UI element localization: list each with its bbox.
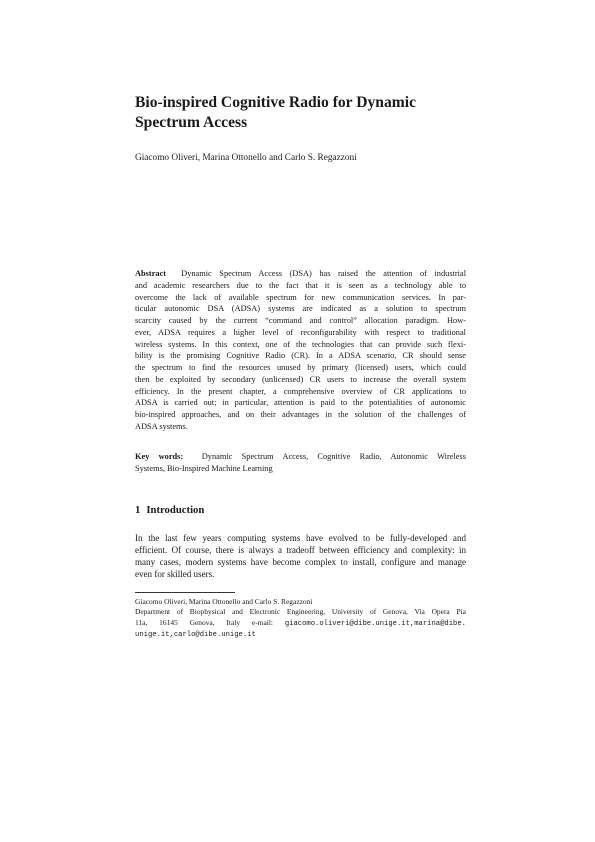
abstract-line: ticular autonomic DSA (ADSA) systems are indicated as a solution to spectrum <box>135 304 466 314</box>
paper-title <box>135 93 495 132</box>
body-line: efficient. Of course, there is always a tradeoff between efficiency and complexity: in <box>135 545 466 555</box>
author-list: Giacomo Oliveri, Marina Ottonello and Carlo S. Regazzoni <box>135 153 357 163</box>
footnote-divider <box>135 592 235 593</box>
email-link[interactable]: unige.it, <box>135 630 174 639</box>
abstract-line: ever, ADSA requires a higher level of reconfigurability with respect to traditional <box>135 327 466 337</box>
abstract-line: bility is the promising Cognitive Radio (CR). In a ADSA scenario, CR should sense <box>135 351 466 361</box>
keywords-label: Key words: <box>135 452 184 461</box>
abstract-line: efficiency. In the present chapter, a comprehensive overview of CR applications to <box>135 386 466 396</box>
body-line: even for skilled users. <box>135 569 215 579</box>
keywords-block <box>135 451 466 475</box>
abstract-line: and academic researchers due to the fact that it is seen as a technology able to <box>135 280 466 290</box>
abstract-line: the spectrum to find the resources unused by primary (licensed) users, which could <box>135 363 466 372</box>
paper-title-line-2: Spectrum Access <box>135 113 248 131</box>
abstract-text: Dynamic Spectrum Access (DSA) has raised the attention of industrial <box>181 269 467 278</box>
author-affiliation-footnote <box>135 597 466 640</box>
email-link[interactable]: giacomo.oliveri@dibe.unige.it, <box>284 619 415 628</box>
introduction-paragraph <box>135 532 466 580</box>
abstract-line: scarcity caused by the current “command and control” allocation paradigm. How- <box>135 316 466 325</box>
keywords-text: Dynamic Spectrum Access, Cognitive Radio, Autonomic Wireless <box>201 452 466 461</box>
footnote-affiliation: Department of Biophysical and Electronic Engineering, University of Genova, Via Opera Pia <box>135 607 466 617</box>
abstract-line <box>135 268 466 280</box>
section-title: Introduction <box>146 504 205 516</box>
abstract-block <box>135 268 466 433</box>
abstract-label: Abstract <box>135 269 167 278</box>
abstract-line: then be exploited by secondary (unlicensed) CR users to increase the overall system <box>135 374 466 384</box>
keywords-line <box>135 451 466 463</box>
abstract-line: overcome the lack of available spectrum for new communication services. In par- <box>135 292 466 302</box>
body-line: In the last few years computing systems have evolved to be fully-developed and <box>135 533 466 543</box>
section-number: 1 <box>135 504 141 516</box>
email-link[interactable]: marina@dibe. <box>414 619 466 628</box>
abstract-line: wireless systems. In this context, one of the technologies that can provide such flexi- <box>135 339 466 349</box>
body-line: many cases, modern systems have become complex to install, configure and manage <box>135 557 466 567</box>
footnote-affiliation <box>135 618 466 629</box>
email-link[interactable]: carlo@dibe.unige.it <box>173 630 256 639</box>
footnote-emails <box>135 629 466 640</box>
footnote-address: 11a, 16145 Genova, Italy e-mail: <box>135 617 273 627</box>
paper-title-line-1: Bio-inspired Cognitive Radio for Dynamic <box>135 94 416 111</box>
abstract-line: bio-inspired approaches, and on their advantages in the solution of the challenges of <box>135 410 466 419</box>
abstract-line: ADSA is carried out; in particular, attention is paid to the potentialities of autonomic <box>135 398 466 408</box>
keywords-line: Systems, Bio-Inspired Machine Learning <box>135 463 273 473</box>
section-heading-introduction <box>135 504 204 517</box>
footnote-authors: Giacomo Oliveri, Marina Ottonello and Carlo S. Regazzoni <box>135 597 313 606</box>
abstract-line: ADSA systems. <box>135 421 188 431</box>
